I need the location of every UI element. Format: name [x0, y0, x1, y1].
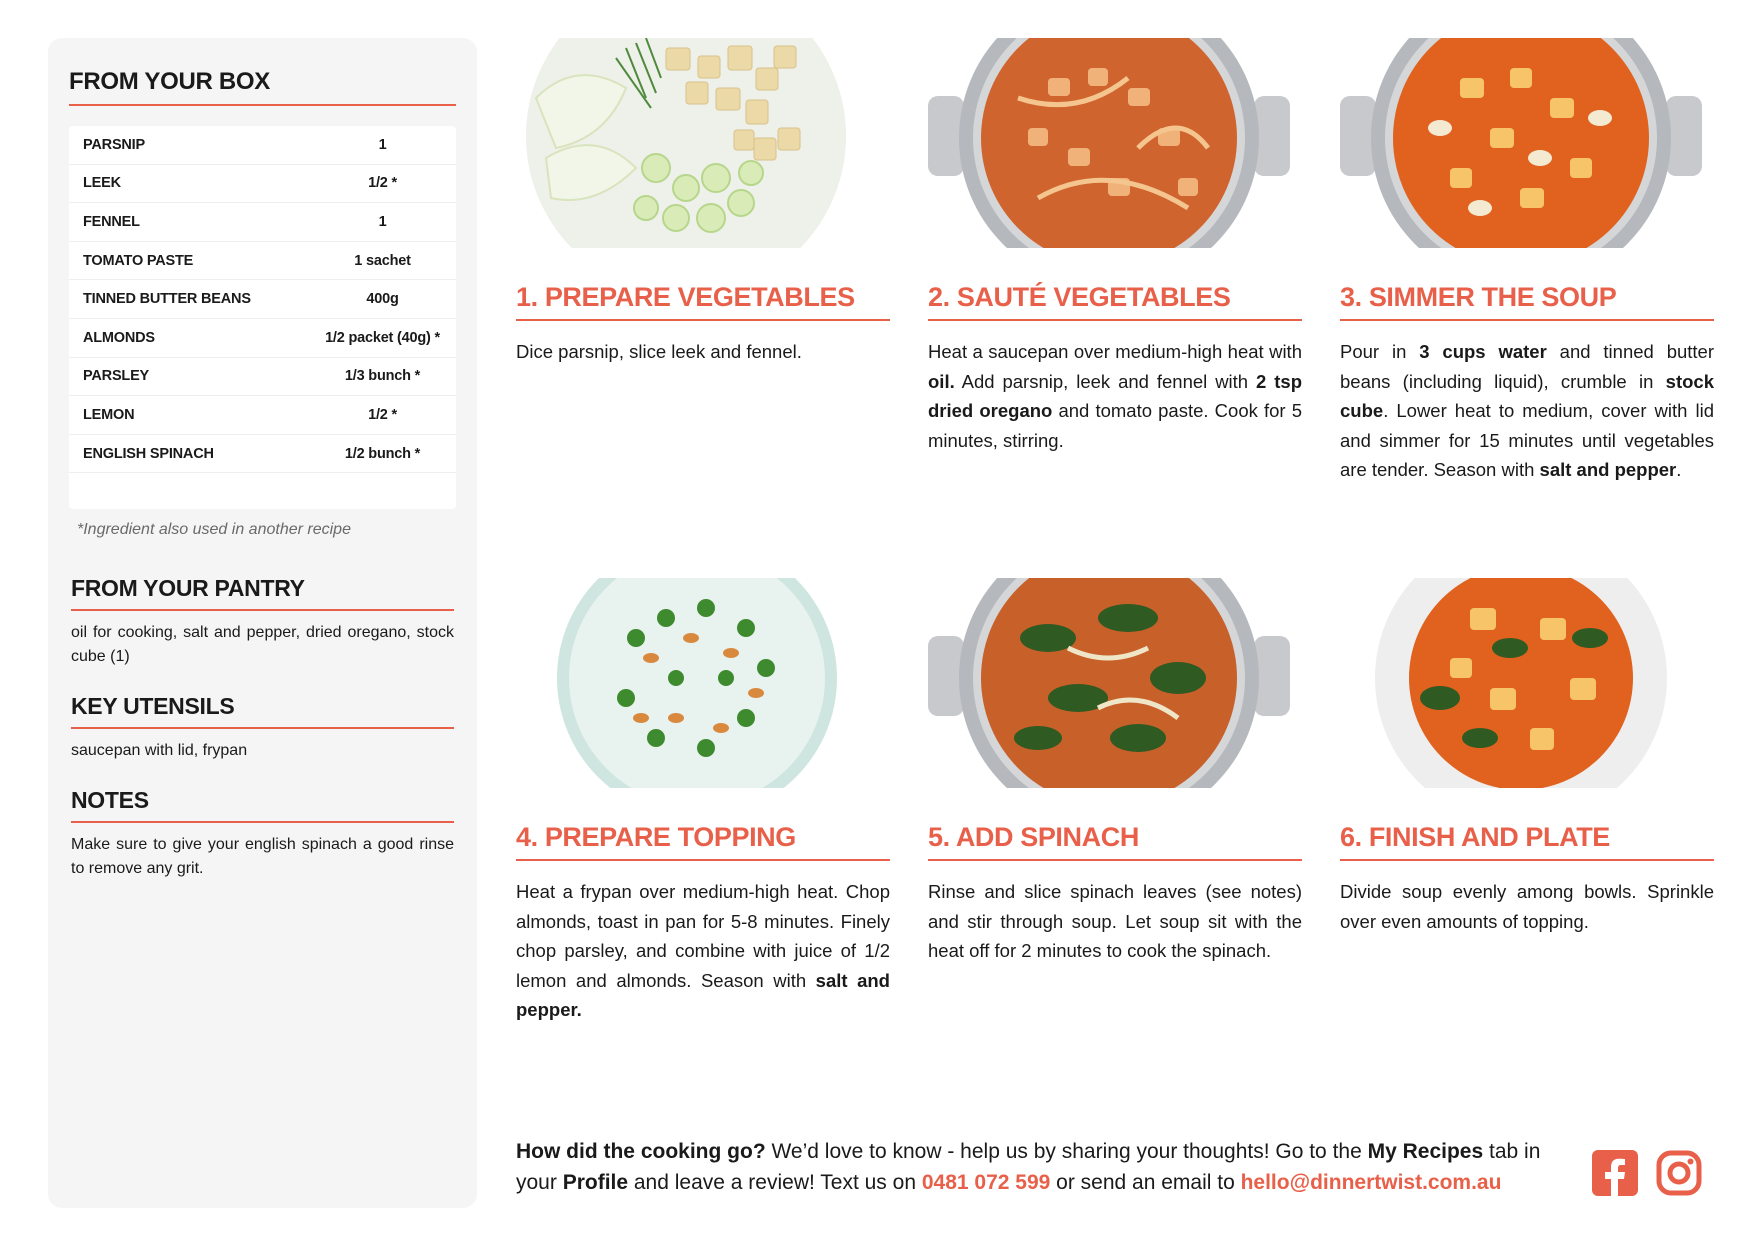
ingredients-table: [69, 126, 456, 509]
footer-text-3: and leave a review! Text us on: [628, 1171, 922, 1194]
ingredient-name: TINNED BUTTER BEANS: [83, 291, 251, 308]
utensils-section: [69, 693, 456, 763]
ingredient-row: [69, 435, 456, 474]
step-4-text: [516, 877, 890, 1025]
step-2-title: 2. SAUTÉ VEGETABLES: [928, 282, 1302, 321]
step-5-text: [928, 877, 1302, 966]
profile-link[interactable]: Profile: [562, 1171, 629, 1194]
step-text-part: stock cube: [1340, 370, 1714, 421]
ingredient-row: [69, 280, 456, 319]
step-6-text: [1340, 877, 1714, 936]
box-heading: FROM YOUR BOX: [69, 68, 456, 106]
ingredient-row: [69, 319, 456, 358]
ingredient-row: [69, 203, 456, 242]
step-text-part: . Lower heat to medium, cover with lid and simmer for 15 minutes until vegetables are tender. Season with: [1340, 400, 1714, 480]
ingredient-qty: 1 sachet: [354, 252, 411, 269]
step-3-title: 3. SIMMER THE SOUP: [1340, 282, 1714, 321]
notes-section: [69, 787, 456, 881]
notes-heading: NOTES: [71, 787, 454, 823]
step-6: [1340, 578, 1714, 936]
instagram-icon[interactable]: [1656, 1150, 1702, 1196]
step-4-title: 4. PREPARE TOPPING: [516, 822, 890, 861]
footer-question: How did the cooking go?: [516, 1140, 766, 1163]
step-text-part: Heat a saucepan over medium-high heat with: [928, 341, 1302, 362]
step-2: [928, 38, 1302, 455]
ingredient-qty: 1/3 bunch *: [344, 368, 421, 385]
step-5-photo: [928, 578, 1290, 788]
footer-text-2: tab in your: [516, 1140, 1541, 1194]
step-text-part: Rinse and slice spinach leaves (see notes) and stir through soup. Let soup sit with the heat off for 2 minutes to cook the spinach.: [928, 881, 1302, 961]
pantry-text: oil for cooking, salt and pepper, dried oregano, stock cube (1): [71, 624, 454, 666]
step-2-text: [928, 337, 1302, 455]
ingredient-name: ALMONDS: [83, 329, 155, 346]
step-text-part: salt and pepper.: [516, 969, 890, 1020]
ingredient-qty: 1/2 *: [368, 406, 397, 423]
notes-text: Make sure to give your english spinach a good rinse to remove any grit.: [71, 836, 454, 878]
step-1-title: 1. PREPARE VEGETABLES: [516, 282, 890, 321]
step-2-photo: [928, 38, 1290, 248]
step-text-part: Heat a frypan over medium-high heat. Chop almonds, toast in pan for 5-8 minutes. Finely chop parsley, and combine with juice of 1/2 lemon and almonds. Season with: [516, 881, 890, 991]
ingredient-qty: 400g: [366, 291, 399, 308]
ingredient-qty: 1/2 *: [368, 175, 397, 192]
step-text-part: .: [1676, 459, 1682, 480]
pantry-heading: FROM YOUR PANTRY: [71, 575, 454, 611]
ingredient-row: [69, 242, 456, 281]
step-text-part: and tomato paste. Cook for 5 minutes, stirring.: [928, 400, 1302, 451]
step-1-photo: [516, 38, 878, 248]
utensils-heading: KEY UTENSILS: [71, 693, 454, 729]
ingredient-name: PARSNIP: [83, 136, 145, 153]
step-text-part: Divide soup evenly among bowls. Sprinkle over even amounts of topping.: [1340, 881, 1714, 932]
ingredient-qty: 1/2 packet (40g) *: [325, 329, 440, 346]
ingredient-row: [69, 126, 456, 165]
feedback-footer: [516, 1136, 1576, 1198]
step-5-title: 5. ADD SPINACH: [928, 822, 1302, 861]
step-4: [516, 578, 890, 1025]
step-text-part: 3 cups water: [1419, 341, 1547, 362]
step-1: [516, 38, 890, 367]
ingredient-qty: 1: [378, 213, 387, 230]
step-6-photo: [1340, 578, 1702, 788]
step-1-text: [516, 337, 890, 367]
email-link[interactable]: hello@dinnertwist.com.au: [1240, 1171, 1502, 1194]
ingredient-name: ENGLISH SPINACH: [83, 445, 214, 462]
step-6-title: 6. FINISH AND PLATE: [1340, 822, 1714, 861]
ingredient-row: [69, 165, 456, 204]
my-recipes-link[interactable]: My Recipes: [1367, 1140, 1484, 1163]
phone-link[interactable]: 0481 072 599: [921, 1171, 1051, 1194]
ingredient-qty: 1: [378, 136, 387, 153]
ingredient-row: [69, 358, 456, 397]
pantry-section: [69, 575, 456, 669]
step-text-part: salt and pepper: [1539, 459, 1677, 480]
ingredient-note: *Ingredient also used in another recipe: [77, 521, 351, 539]
step-5: [928, 578, 1302, 966]
ingredient-name: LEMON: [83, 406, 135, 423]
ingredient-name: LEEK: [83, 175, 121, 192]
step-text-part: oil.: [928, 370, 955, 392]
ingredient-name: FENNEL: [83, 213, 140, 230]
step-text-part: and tinned butter beans (including liquid), crumble in: [1340, 341, 1715, 392]
step-text-part: 2 tsp dried oregano: [928, 370, 1302, 421]
step-3-text: [1340, 337, 1714, 485]
footer-text-4: or send an email to: [1050, 1171, 1241, 1194]
step-text-part: Dice parsnip, slice leek and fennel.: [516, 341, 802, 362]
step-text-part: Add parsnip, leek and fennel with: [954, 370, 1257, 392]
footer-text-1: We’d love to know - help us by sharing your thoughts! Go to the: [765, 1140, 1368, 1163]
ingredients-sidebar: [48, 38, 477, 1208]
ingredient-name: TOMATO PASTE: [83, 252, 194, 269]
ingredient-name: PARSLEY: [83, 368, 150, 385]
facebook-icon[interactable]: [1592, 1150, 1638, 1196]
step-3-photo: [1340, 38, 1702, 248]
step-4-photo: [516, 578, 878, 788]
utensils-text: saucepan with lid, frypan: [71, 742, 248, 760]
step-3: [1340, 38, 1714, 485]
ingredient-row: [69, 396, 456, 435]
ingredient-qty: 1/2 bunch *: [344, 445, 421, 462]
step-text-part: Pour in: [1340, 341, 1420, 362]
